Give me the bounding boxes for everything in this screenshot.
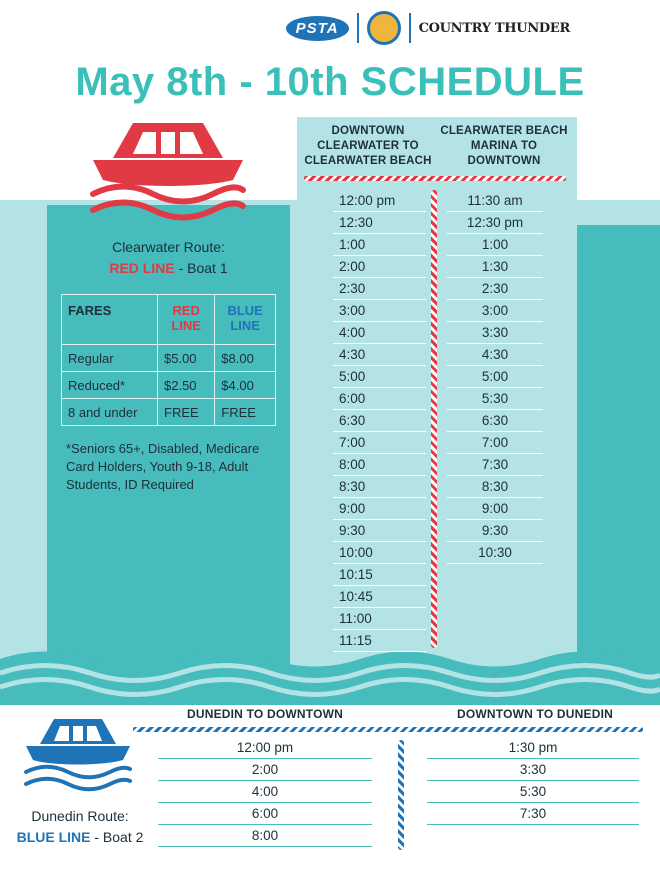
fare-red: $5.00 [158, 345, 215, 372]
time-entry: 10:30 [447, 542, 543, 564]
fares-header-red-line: RED LINE [158, 295, 215, 345]
time-entry: 12:30 pm [447, 212, 543, 234]
fare-label: Regular [62, 345, 158, 372]
table-row [62, 372, 276, 399]
wave-divider [0, 645, 660, 705]
page-title: May 8th - 10th SCHEDULE [75, 60, 585, 104]
blue-boat-number: - Boat 2 [90, 829, 144, 845]
fares-header: FARES [62, 295, 158, 345]
time-entry: 4:30 [333, 344, 426, 366]
red-boat-icon [88, 118, 248, 228]
time-entry: 9:00 [333, 498, 426, 520]
time-entry: 4:30 [447, 344, 543, 366]
red-route-name: Clearwater Route: [112, 239, 225, 255]
table-row [62, 345, 276, 372]
blue-route-name: Dunedin Route: [31, 808, 129, 824]
time-entry: 1:00 [447, 234, 543, 256]
lower-col1-times [158, 737, 372, 847]
fare-red: FREE [158, 399, 215, 426]
time-entry: 8:00 [158, 825, 372, 847]
time-entry: 3:30 [427, 759, 639, 781]
fare-blue: $4.00 [215, 372, 276, 399]
fare-label: Reduced* [62, 372, 158, 399]
red-line-label: RED LINE [109, 260, 175, 276]
table-row [62, 399, 276, 426]
time-entry: 5:30 [447, 388, 543, 410]
psta-logo: PSTA [286, 16, 349, 41]
sponsor-logos [286, 8, 570, 48]
time-entry: 12:00 pm [158, 737, 372, 759]
time-entry: 7:30 [447, 454, 543, 476]
fare-label: 8 and under [62, 399, 158, 426]
time-entry: 2:00 [333, 256, 426, 278]
logo-divider [357, 13, 359, 43]
time-entry: 2:30 [447, 278, 543, 300]
right-panel-background [577, 225, 660, 675]
red-route-label [47, 237, 290, 279]
time-entry: 8:30 [333, 476, 426, 498]
lower-col2-header: DOWNTOWN TO DUNEDIN [456, 707, 613, 721]
time-entry: 4:00 [333, 322, 426, 344]
time-entry: 10:45 [333, 586, 426, 608]
time-entry: 1:00 [333, 234, 426, 256]
lower-col1-header: DUNEDIN TO DOWNTOWN [186, 707, 343, 721]
country-thunder-logo: COUNTRY THUNDER [418, 20, 570, 36]
time-entry: 8:00 [333, 454, 426, 476]
fares-header-row [62, 295, 276, 345]
time-entry: 5:00 [447, 366, 543, 388]
clearwater-seal-logo [367, 11, 401, 45]
time-entry: 10:15 [333, 564, 426, 586]
time-entry: 3:30 [447, 322, 543, 344]
time-entry: 11:00 [333, 608, 426, 630]
blue-line-label: BLUE LINE [16, 829, 91, 845]
upper-col2-header: CLEARWATER BEACH MARINA TO DOWNTOWN [440, 125, 568, 167]
lower-col2-times [427, 737, 639, 825]
time-entry: 1:30 [447, 256, 543, 278]
time-entry: 9:30 [333, 520, 426, 542]
time-entry: 5:00 [333, 366, 426, 388]
time-entry: 6:30 [333, 410, 426, 432]
blue-boat-icon [22, 716, 132, 796]
time-entry: 6:00 [333, 388, 426, 410]
blue-route-label [0, 806, 160, 848]
fares-header-blue-line: BLUE LINE [215, 295, 276, 345]
red-boat-number: - Boat 1 [174, 260, 228, 276]
time-entry: 11:15 [333, 630, 426, 652]
time-entry: 8:30 [447, 476, 543, 498]
blue-rope-divider [398, 740, 404, 850]
time-entry: 9:30 [447, 520, 543, 542]
time-entry: 3:00 [447, 300, 543, 322]
fare-blue: $8.00 [215, 345, 276, 372]
time-entry: 1:30 pm [427, 737, 639, 759]
time-entry: 6:30 [447, 410, 543, 432]
upper-col2-times [447, 190, 543, 564]
time-entry: 5:30 [427, 781, 639, 803]
fares-table [61, 294, 276, 426]
fares-footnote: *Seniors 65+, Disabled, Medicare Card Holders, Youth 9-18, Adult Students, ID Required [66, 441, 260, 492]
time-entry: 9:00 [447, 498, 543, 520]
time-entry: 12:30 [333, 212, 426, 234]
time-entry: 11:30 am [447, 190, 543, 212]
logo-divider [409, 13, 411, 43]
fare-red: $2.50 [158, 372, 215, 399]
time-entry: 10:00 [333, 542, 426, 564]
time-entry: 7:00 [333, 432, 426, 454]
red-rope-divider [304, 176, 566, 181]
time-entry: 4:00 [158, 781, 372, 803]
time-entry: 12:00 pm [333, 190, 426, 212]
blue-rope-divider [133, 727, 643, 732]
time-entry: 7:30 [427, 803, 639, 825]
time-entry: 6:00 [158, 803, 372, 825]
fare-blue: FREE [215, 399, 276, 426]
upper-col1-times [333, 190, 426, 652]
time-entry: 2:00 [158, 759, 372, 781]
time-entry: 7:00 [447, 432, 543, 454]
time-entry: 3:00 [333, 300, 426, 322]
red-rope-divider [431, 190, 437, 648]
upper-col1-header: DOWNTOWN CLEARWATER TO CLEARWATER BEACH [304, 125, 432, 167]
time-entry: 2:30 [333, 278, 426, 300]
